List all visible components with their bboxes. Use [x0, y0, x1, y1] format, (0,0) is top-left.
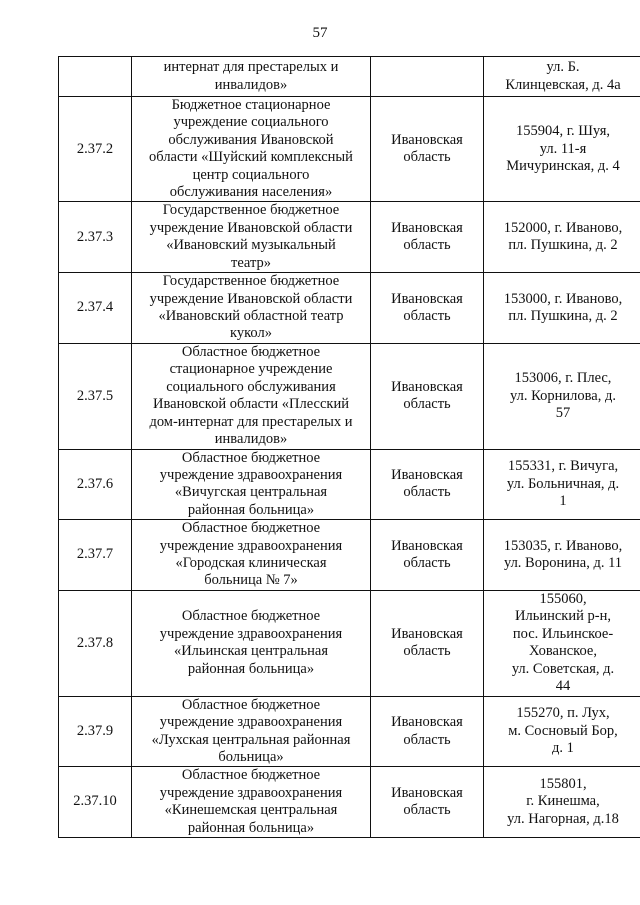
table-body	[59, 57, 640, 838]
table-row	[59, 590, 640, 696]
row-number: 2.37.7	[76, 546, 114, 563]
row-number-cell	[59, 273, 132, 344]
row-number: 2.37.4	[76, 299, 114, 316]
row-number-cell	[59, 696, 132, 767]
table-row	[59, 696, 640, 767]
row-number-cell	[59, 202, 132, 273]
address: 155270, п. Лух, м. Сосновый Бор, д. 1	[508, 705, 618, 757]
row-number-cell	[59, 590, 132, 696]
region: Ивановская область	[391, 378, 463, 413]
table-row	[59, 767, 640, 838]
institution-name: Областное бюджетное учреждение здравоохранения «Лухская центральная районная больница»	[151, 696, 351, 765]
region: Ивановская область	[391, 714, 463, 748]
address: 155801, г. Кинешма, ул. Нагорная, д.18	[507, 776, 619, 827]
row-number: 2.37.8	[76, 634, 114, 651]
address: 155060, Ильинский р-н, пос. Ильинское- Хованское, ул. Советская, д. 44	[511, 591, 615, 695]
table-row	[59, 520, 640, 591]
row-number: 2.37.6	[76, 475, 114, 492]
region: Ивановская область	[391, 131, 463, 166]
institution-name-cell	[132, 449, 371, 520]
institution-name-cell	[132, 97, 371, 202]
region: Ивановская область	[391, 625, 463, 660]
address: 155331, г. Вичуга, ул. Больничная, д. 1	[506, 458, 620, 510]
region: Ивановская область	[391, 466, 463, 501]
page-number: 57	[312, 25, 328, 41]
institution-name: Государственное бюджетное учреждение Ивановской области «Ивановский областной театр кукол»	[149, 273, 353, 342]
region: Ивановская область	[391, 537, 463, 571]
region-cell	[371, 57, 484, 97]
table-row	[59, 449, 640, 520]
region: Ивановская область	[391, 290, 463, 325]
address-cell	[484, 767, 640, 838]
address: 152000, г. Иваново, пл. Пушкина, д. 2	[503, 219, 623, 254]
institution-name-cell	[132, 767, 371, 838]
institution-name-cell	[132, 590, 371, 696]
address: ул. Б. Клинцевская, д. 4а	[505, 59, 621, 93]
table-row	[59, 57, 640, 97]
institution-name-cell	[132, 57, 371, 97]
table-row	[59, 344, 640, 449]
institution-name-cell	[132, 344, 371, 449]
institution-name: Бюджетное стационарное учреждение социального обслуживания Ивановской области «Шуйский комплексный центр социального обслуживания населения»	[149, 97, 353, 201]
region-cell	[371, 590, 484, 696]
row-number-cell	[59, 520, 132, 591]
table-row	[59, 273, 640, 344]
region-cell	[371, 696, 484, 767]
institution-name: Государственное бюджетное учреждение Ивановской области «Ивановский музыкальный театр»	[149, 202, 353, 271]
address: 155904, г. Шуя, ул. 11-я Мичуринская, д. 4	[506, 123, 620, 174]
address-cell	[484, 590, 640, 696]
row-number-cell	[59, 57, 132, 97]
region-cell	[371, 202, 484, 273]
institutions-table	[58, 56, 640, 838]
institution-name: Областное бюджетное учреждение здравоохранения «Ильинская центральная районная больница»	[159, 608, 343, 677]
row-number: 2.37.5	[76, 387, 114, 404]
region-cell	[371, 767, 484, 838]
address: 153000, г. Иваново, пл. Пушкина, д. 2	[503, 290, 623, 325]
address-cell	[484, 449, 640, 520]
row-number: 2.37.10	[73, 793, 117, 810]
institution-name-cell	[132, 520, 371, 591]
institution-name: Областное бюджетное стационарное учреждение социального обслуживания Ивановской области «Плесский дом-интернат для престарелых и инвалидов»	[149, 344, 353, 448]
row-number: 2.37.2	[76, 140, 114, 157]
institution-name: Областное бюджетное учреждение здравоохранения «Городская клиническая больница № 7»	[159, 520, 343, 589]
address-cell	[484, 57, 640, 97]
address-cell	[484, 202, 640, 273]
row-number-cell	[59, 767, 132, 838]
institution-name-cell	[132, 202, 371, 273]
table-row	[59, 202, 640, 273]
address-cell	[484, 273, 640, 344]
region-cell	[371, 520, 484, 591]
region-cell	[371, 273, 484, 344]
institution-name-cell	[132, 273, 371, 344]
address-cell	[484, 344, 640, 449]
region-cell	[371, 449, 484, 520]
address-cell	[484, 696, 640, 767]
institution-name: интернат для престарелых и инвалидов»	[163, 59, 339, 93]
institution-name: Областное бюджетное учреждение здравоохранения «Вичугская центральная районная больница»	[159, 449, 343, 518]
institution-name-cell	[132, 696, 371, 767]
row-number-cell	[59, 449, 132, 520]
address: 153006, г. Плес, ул. Корнилова, д. 57	[510, 370, 616, 421]
row-number: 2.37.3	[76, 228, 114, 245]
row-number-cell	[59, 97, 132, 202]
institution-name: Областное бюджетное учреждение здравоохранения «Кинешемская центральная районная больница»	[159, 767, 343, 836]
table-row	[59, 97, 640, 202]
region-cell	[371, 97, 484, 202]
region-cell	[371, 344, 484, 449]
row-number: 2.37.9	[76, 722, 114, 739]
region: Ивановская область	[391, 219, 463, 254]
row-number-cell	[59, 344, 132, 449]
address-cell	[484, 97, 640, 202]
address: 153035, г. Иваново, ул. Воронина, д. 11	[503, 537, 623, 571]
address-cell	[484, 520, 640, 591]
region: Ивановская область	[391, 784, 463, 819]
